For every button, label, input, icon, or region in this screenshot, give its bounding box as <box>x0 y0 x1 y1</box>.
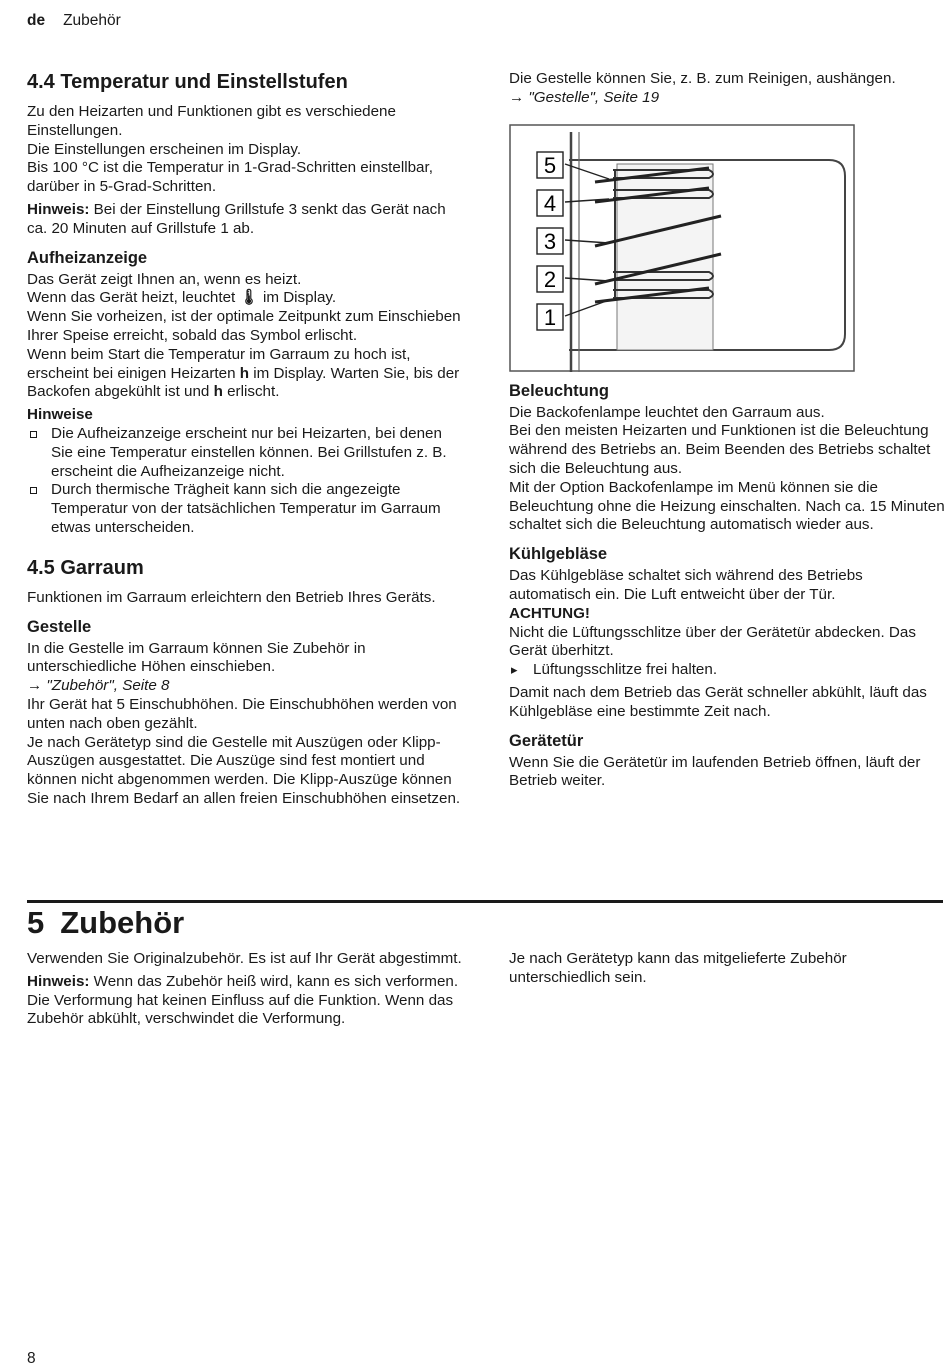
s44-paragraph-1: Zu den Heizarten und Funktionen gibt es verschiedene Einstellungen. <box>27 103 396 139</box>
chapter-number: 5 <box>27 905 45 940</box>
warning-label: ACHTUNG! <box>509 604 590 622</box>
svg-text:4: 4 <box>543 190 557 216</box>
preheat-h-icon: h <box>213 383 223 401</box>
cross-reference-link[interactable]: → "Zubehör", Seite 8 <box>27 677 170 695</box>
racks-heading: Gestelle <box>27 617 92 636</box>
level-label-5 <box>537 152 563 178</box>
note-text: Bei der Einstellung Grillstufe 3 senkt das Gerät nach ca. 20 Minuten auf Grillstufe 1 ab. <box>27 200 446 237</box>
list-item: Die Aufheizanzeige erscheint nur bei Heizarten, bei denen Sie eine Temperatur einstellen können. Bei Grillstufen z. B. erscheint die Aufheizanzeige nicht. <box>27 425 467 481</box>
s44-note <box>27 201 467 239</box>
svg-text:3: 3 <box>543 228 557 254</box>
cross-reference-link[interactable]: → "Gestelle", Seite 19 <box>509 88 660 106</box>
chapter-5-left-column <box>27 950 467 1029</box>
section-4-4-heading: 4.4 Temperatur und Einstellstufen <box>27 71 348 93</box>
s44-paragraph-2: Die Einstellungen erscheinen im Display. <box>27 140 302 158</box>
chapter-divider <box>27 900 943 903</box>
cooling-fan-heading: Kühlgebläse <box>509 545 608 564</box>
svg-text:1: 1 <box>543 304 557 330</box>
svg-text:5: 5 <box>543 152 557 178</box>
preheat-h-icon: h <box>239 364 250 382</box>
section-4-5-heading: 4.5 Garraum <box>27 556 144 579</box>
fan-paragraph-2: Nicht die Lüftungsschlitze über der Gerätetür abdecken. Das Gerät überhitzt. <box>509 623 916 660</box>
page-header <box>27 12 121 31</box>
heat-paragraph-1: Das Gerät zeigt Ihnen an, wenn es heizt. <box>27 270 302 288</box>
notes-list <box>27 425 467 538</box>
list-item: Durch thermische Trägheit kann sich die angezeigte Temperatur von der tatsächlichen Temperatur im Garraum etwas unterscheiden. <box>27 481 467 537</box>
chapter-5-right-column <box>509 950 939 988</box>
level-label-3 <box>537 228 563 254</box>
language-code: de <box>27 12 46 29</box>
racks-paragraph-2: Ihr Gerät hat 5 Einschubhöhen. Die Einschubhöhen werden von unten nach oben gezählt. <box>27 695 457 732</box>
s45-paragraph-1: Funktionen im Garraum erleichtern den Betrieb Ihres Geräts. <box>27 588 436 606</box>
heat-paragraph-3: Wenn Sie vorheizen, ist der optimale Zeitpunkt zum Einschieben Ihrer Speise erreicht, sobald das Symbol erlischt. <box>27 308 461 344</box>
oven-rack-levels-illustration <box>509 124 855 372</box>
level-label-4 <box>537 190 563 216</box>
heat-p2-start: Wenn das Gerät heizt, leuchtet <box>27 289 240 307</box>
ch5-paragraph-2: Je nach Gerätetyp kann das mitgelieferte Zubehör unterschiedlich sein. <box>509 950 847 986</box>
instruction-step: ▸ Lüftungsschlitze frei halten. <box>509 661 945 680</box>
fan-paragraph-3: Damit nach dem Betrieb das Gerät schneller abkühlt, läuft das Kühlgebläse eine bestimmte Zeit nach. <box>509 683 927 720</box>
s44-paragraph-3: Bis 100 °C ist die Temperatur in 1-Grad-Schritten einstellbar, darüber in 5-Grad-Schritten. <box>27 159 433 196</box>
heat-p4-b: im Display. Warten Sie, bis der Backofen abgekühlt ist und <box>27 364 460 401</box>
heat-paragraph-2 <box>27 289 467 308</box>
ch5-note <box>27 973 467 1029</box>
left-column <box>27 70 467 809</box>
racks-paragraph-1: In die Gestelle im Garraum können Sie Zubehör in unterschiedliche Höhen einschieben. <box>27 639 366 676</box>
racks-paragraph-3: Je nach Gerätetyp sind die Gestelle mit Auszügen oder Klipp-Auszügen ausgestattet. Die Auszüge sind fest montiert und können nicht abgenommen werden. Die Klipp-Auszüge können Sie nach Ihrem Bedarf an allen freien Einschubhöhen einsetzen. <box>27 733 461 807</box>
racks-removal-text: Die Gestelle können Sie, z. B. zum Reinigen, aushängen. <box>509 70 896 87</box>
note-label: Hinweis: <box>27 200 90 218</box>
heat-indicator-heading: Aufheizanzeige <box>27 248 148 267</box>
lighting-paragraph-3: Mit der Option Backofenlampe im Menü können sie die Beleuchtung ohne die Heizung einschalten. Nach ca. 15 Minuten schaltet sich die Beleuchtung automatisch wieder aus. <box>509 478 945 534</box>
lighting-heading: Beleuchtung <box>509 381 609 400</box>
level-label-2 <box>537 266 563 292</box>
notes-heading: Hinweise <box>27 406 93 424</box>
svg-text:2: 2 <box>543 266 557 292</box>
heat-p4-c: erlischt. <box>222 383 280 401</box>
heat-p4-a: Wenn beim Start die Temperatur im Garraum zu hoch ist, erscheint bei einigen Heizarten <box>27 345 411 382</box>
chapter-title: Zubehör <box>60 905 185 940</box>
heat-paragraph-4 <box>27 346 467 402</box>
door-paragraph-1: Wenn Sie die Gerätetür im laufenden Betrieb öffnen, läuft der Betrieb weiter. <box>509 753 921 790</box>
lighting-paragraph-1: Die Backofenlampe leuchtet den Garraum aus. <box>509 403 825 421</box>
chapter-5-title <box>27 905 184 941</box>
level-label-1 <box>537 304 563 330</box>
header-section-title: Zubehör <box>63 12 121 29</box>
note-text: Wenn das Zubehör heiß wird, kann es sich verformen. Die Verformung hat keinen Einfluss auf die Funktion. Wenn das Zubehör abkühlt, verschwindet die Verformung. <box>27 972 459 1028</box>
right-column <box>509 70 945 791</box>
heat-p2-end: im Display. <box>258 289 337 307</box>
page-number: 8 <box>27 1350 36 1367</box>
ch5-paragraph-1: Verwenden Sie Originalzubehör. Es ist auf Ihr Gerät abgestimmt. <box>27 950 462 967</box>
note-label: Hinweis: <box>27 972 90 990</box>
fan-paragraph-1: Das Kühlgebläse schaltet sich während des Betriebs automatisch ein. Die Luft entweicht über der Tür. <box>509 567 863 603</box>
thermometer-icon: 🌡 <box>239 289 259 307</box>
lighting-paragraph-2: Bei den meisten Heizarten und Funktionen ist die Beleuchtung während des Betriebs an. Beim Beenden des Betriebs schaltet sich die Beleuchtung aus. <box>509 422 931 477</box>
appliance-door-heading: Gerätetür <box>509 731 584 750</box>
